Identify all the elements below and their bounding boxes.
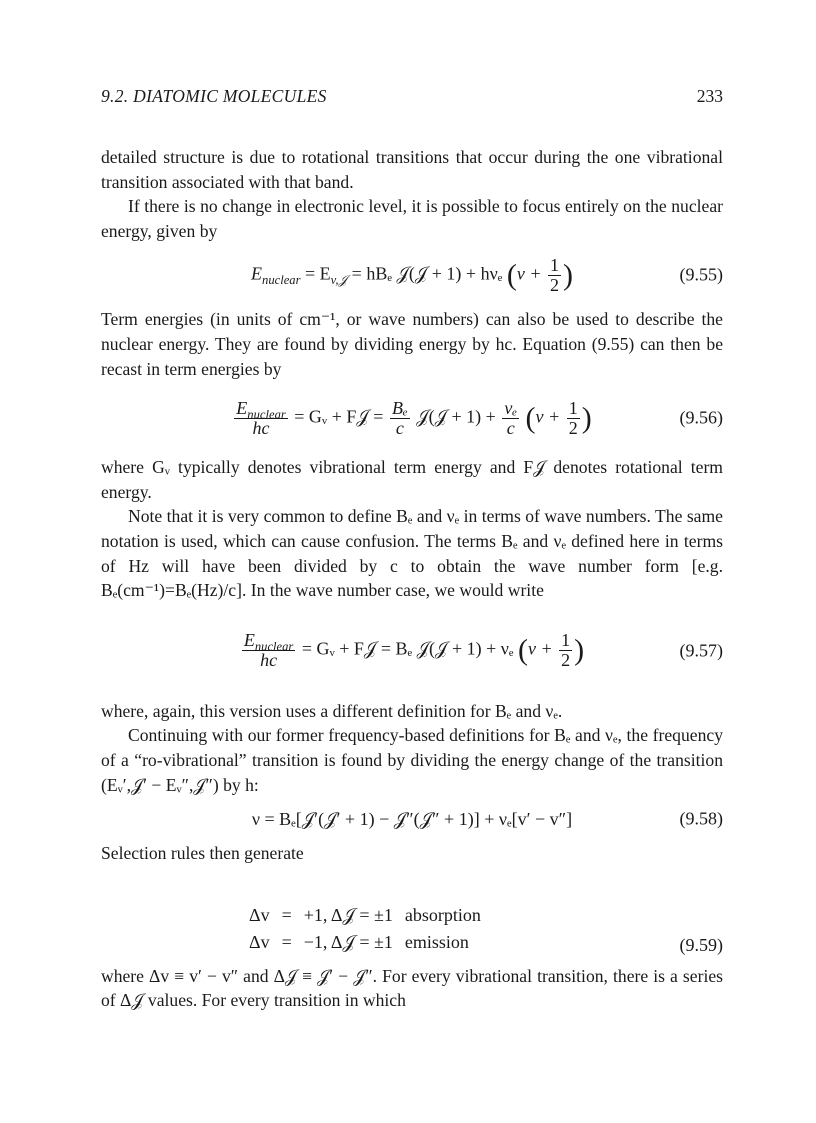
frac-num: E [243,630,255,651]
equation-number: (9.55) [679,264,723,285]
equation-9-59 [101,866,723,964]
page-number: 233 [696,86,723,106]
paragraph-9: where Δv ≡ v′ − v″ and Δ𝒥 ≡ 𝒥′ − 𝒥″. For every vibrational transition, there is a series of Δ𝒥 values. For every transition in which [101,965,723,1011]
running-header [101,86,723,116]
selection-rule-row [243,902,487,929]
equation-9-55-body: $E_{nuclear} = E_{v,𝒥} = hB_e$ 𝒥(𝒥 + 1) + hνₑ (v + $\frac{1}{2}$ ) [251,254,573,295]
rule-rhs: +1, Δ𝒥 = ±1 [303,904,393,925]
eq-term: = E [300,263,331,284]
rule-rhs: −1, Δ𝒥 = ±1 [303,931,393,952]
fraction-nue-over-c [502,399,519,438]
eq-sub: v,𝒥 [330,273,348,288]
frac-den: 2 [549,274,559,295]
rule-eq: = [281,931,292,952]
equation-9-55 [101,243,723,307]
equation-number: (9.56) [679,407,723,428]
frac-num: 1 [561,630,571,651]
equation-9-56 [101,381,723,455]
rule-lhs: Δv [249,931,270,952]
eq-sub: nuclear [262,273,301,288]
fraction-half [548,256,561,295]
paragraph-5: Note that it is very common to define Bₑ and νₑ in terms of wave numbers. The same notation is used, which can cause confusion. The terms Bₑ and νₑ defined here in terms of Hz will have been divided by c to obtain the wave number form [e.g. Bₑ(cm⁻¹)=Bₑ(Hz)/c]. In the wave number case, we would write [101,506,723,601]
running-title: 9.2. DIATOMIC MOLECULES [101,86,327,106]
eq-sub: nuclear [254,639,294,654]
eq-term: E [251,263,263,284]
selection-rules-table [243,902,487,956]
frac-num: νₑ [504,397,518,418]
frac-num: E [236,397,248,418]
equation-9-56-body: $\frac{E_{nuclear}}{hc}$ = Gᵥ + F𝒥 = $\frac{\text{Bₑ}}{c}$ 𝒥(𝒥 + 1) + $\frac{\text{νₑ}}{c}$ (v + $\frac{1}{2}$ ) [236,397,592,438]
equation-9-57 [101,603,723,699]
paragraph-3: Term energies (in units of cm⁻¹, or wave numbers) can also be used to describe the nuclear energy. They are found by dividing energy by hc. Equation (9.55) can then be recast in term energies by [101,309,723,379]
paragraph-2: If there is no change in electronic level, it is possible to focus entirely on the nuclear energy, given by [101,196,723,241]
fraction-half [559,631,572,670]
equation-9-58 [101,797,723,841]
eq-term: = hBₑ 𝒥(𝒥 + 1) + hνₑ [347,263,507,284]
rule-label: emission [404,931,469,952]
frac-den: hc [260,650,278,671]
frac-num: Bₑ [391,397,408,418]
equation-9-57-body: $\frac{E_{nuclear}}{hc}$ = Gᵥ + F𝒥 = Bₑ 𝒥(𝒥 + 1) + νₑ (v + $\frac{1}{2}$ ) [243,630,585,671]
frac-den: hc [252,417,270,438]
fraction-energy-over-hc [234,399,287,438]
paragraph-8: Selection rules then generate [101,843,304,864]
equation-9-58-body: ν = Bₑ[𝒥′(𝒥′ + 1) − 𝒥″(𝒥″ + 1)] + νₑ[v′ − v″] [251,808,573,829]
eq-term: 𝒥(𝒥 + 1) + [411,406,501,427]
equation-number: (9.57) [679,640,723,661]
eq-term: = Gᵥ + F𝒥 = [289,406,388,427]
frac-den: 2 [568,417,578,438]
paragraph-4: where Gᵥ typically denotes vibrational term energy and F𝒥 denotes rotational term energy. [101,457,723,502]
selection-rule-row [243,929,487,956]
frac-num: 1 [549,254,559,275]
equation-number: (9.58) [679,808,723,829]
eq-term: v + [528,638,558,659]
frac-den: c [506,417,515,438]
frac-den: c [395,417,404,438]
rule-eq: = [281,904,292,925]
frac-num: 1 [568,397,578,418]
fraction-half [567,399,580,438]
frac-den: 2 [561,650,571,671]
paragraph-1: detailed structure is due to rotational transitions that occur during the one vibrational transition associated with that band. [101,147,723,192]
fraction-be-over-c [390,399,410,438]
page [101,86,723,1013]
equation-number: (9.59) [679,934,723,955]
paragraph-7: Continuing with our former frequency-based definitions for Bₑ and νₑ, the frequency of a “ro-vibrational” transition is found by dividing the energy change of the transition (Eᵥ′,𝒥′ − Eᵥ″,𝒥″) by h: [101,725,723,795]
rule-label: absorption [404,904,481,925]
eq-term: v + [516,263,546,284]
fraction-energy-over-hc [242,631,295,670]
paragraph-6: where, again, this version uses a different definition for Bₑ and νₑ. [101,700,563,721]
rule-lhs: Δv [249,904,270,925]
eq-sub: nuclear [247,407,286,422]
eq-term: = Gᵥ + F𝒥 = Bₑ 𝒥(𝒥 + 1) + νₑ [297,638,519,659]
eq-term: v + [535,406,565,427]
